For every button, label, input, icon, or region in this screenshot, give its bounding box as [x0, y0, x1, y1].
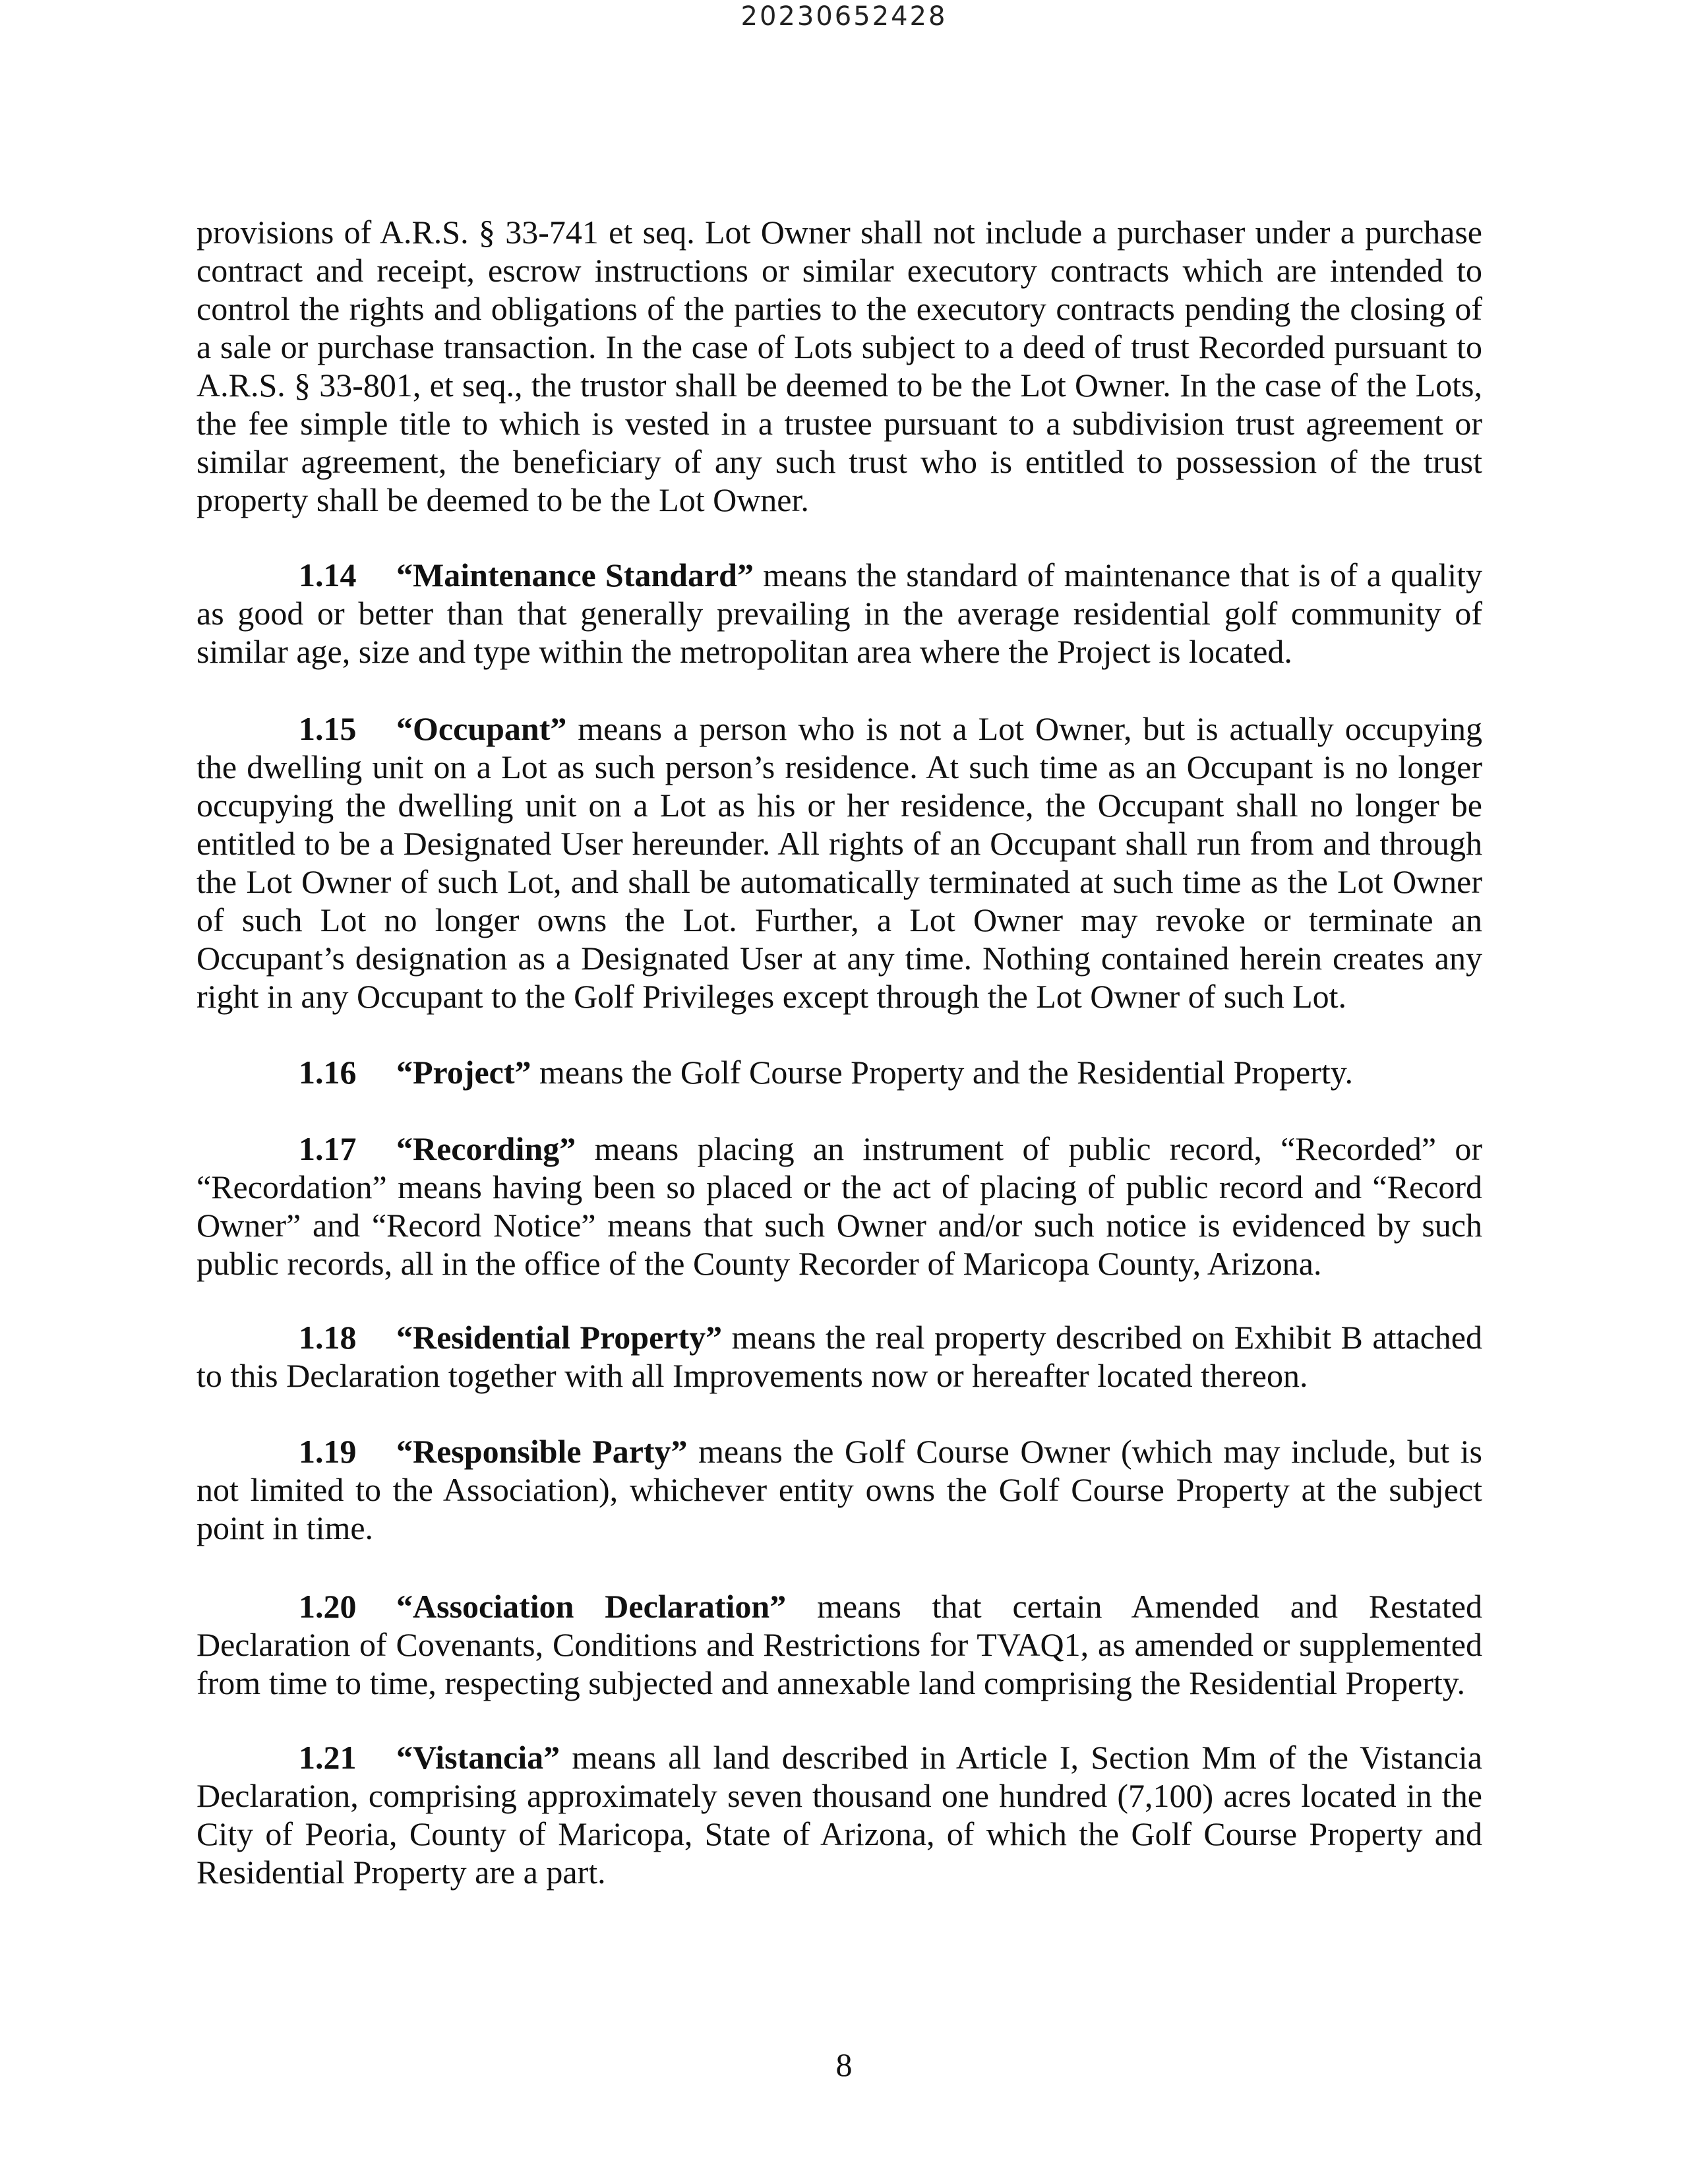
page-number: 8 [835, 2046, 853, 2083]
defined-term: “Residential Property” [396, 1319, 723, 1356]
section-1-14 [196, 556, 1482, 671]
defined-term: “Occupant” [396, 710, 567, 747]
section-number: 1.14 [299, 557, 357, 593]
section-text: means all land described in Article I, Section Mm of the Vistancia Declaration, comprising approximately seven thousand one hundred (7,100) acres located in the City of Peoria, County of Maricopa, State of Arizona, of which the Golf Course Property and Residential Property are a part. [196, 1739, 1482, 1891]
recording-number: 20230652428 [740, 1, 948, 32]
defined-term: “Maintenance Standard” [396, 557, 754, 593]
section-text: means the Golf Course Owner (which may include, but is not limited to the Association), whichever entity owns the Golf Course Property at the subject point in time. [196, 1433, 1483, 1546]
defined-term: “Association Declaration” [396, 1588, 787, 1625]
defined-term: “Vistancia” [396, 1739, 560, 1776]
section-1-19 [196, 1432, 1482, 1547]
defined-term: “Project” [396, 1054, 531, 1091]
section-number: 1.20 [299, 1588, 357, 1625]
section-number: 1.16 [299, 1054, 357, 1091]
section-1-20 [196, 1587, 1482, 1702]
section-text: means that certain Amended and Restated Declaration of Covenants, Conditions and Restrictions for TVAQ1, as amended or supplemented from time to time, respecting subjected and annexable land comprising the Residential Property. [196, 1588, 1482, 1701]
defined-term: “Recording” [396, 1130, 576, 1167]
section-1-18 [196, 1318, 1482, 1395]
section-number: 1.17 [299, 1130, 357, 1167]
section-text: means the standard of maintenance that is of a quality as good or better than that generally prevailing in the average residential golf community of similar age, size and type within the metropolitan area where the Project is located. [196, 557, 1482, 670]
intro-paragraph: provisions of A.R.S. § 33-741 et seq. Lot Owner shall not include a purchaser under a purchase contract and receipt, escrow instructions or similar executory contracts which are intended to control the rights and obligations of the parties to the executory contracts pending the closing of a sale or purchase transaction. In the case of Lots subject to a deed of trust Recorded pursuant to A.R.S. § 33-801, et seq., the trustor shall be deemed to be the Lot Owner. In the case of the Lots, the fee simple title to which is vested in a trustee pursuant to a subdivision trust agreement or similar agreement, the beneficiary of any such trust who is entitled to possession of the trust property shall be deemed to be the Lot Owner. [196, 214, 1482, 518]
section-number: 1.15 [299, 710, 357, 747]
section-number: 1.21 [299, 1739, 357, 1776]
section-1-17 [196, 1130, 1482, 1283]
section-1-15 [196, 710, 1482, 1016]
section-1-21 [196, 1738, 1482, 1891]
section-text: means a person who is not a Lot Owner, but is actually occupying the dwelling unit on a Lot as such person’s residence. At such time as an Occupant is no longer occupying the dwelling unit on a Lot as his or her residence, the Occupant shall no longer be entitled to be a Designated User hereunder. All rights of an Occupant shall run from and through the Lot Owner of such Lot, and shall be automatically terminated at such time as the Lot Owner of such Lot no longer owns the Lot. Further, a Lot Owner may revoke or terminate an Occupant’s designation as a Designated User at any time. Nothing contained herein creates any right in any Occupant to the Golf Privileges except through the Lot Owner of such Lot. [196, 710, 1482, 1015]
section-number: 1.18 [299, 1319, 357, 1356]
section-number: 1.19 [299, 1433, 357, 1470]
section-1-16 [196, 1053, 1482, 1091]
section-text: means placing an instrument of public record, “Recorded” or “Recordation” means having been so placed or the act of placing of public record and “Record Owner” and “Record Notice” means that such Owner and/or such notice is evidenced by such public records, all in the office of the County Recorder of Maricopa County, Arizona. [196, 1130, 1482, 1282]
defined-term: “Responsible Party” [396, 1433, 688, 1470]
section-text: means the real property described on Exhibit B attached to this Declaration together with all Improvements now or hereafter located thereon. [196, 1319, 1482, 1394]
section-text: means the Golf Course Property and the Residential Property. [531, 1054, 1354, 1091]
